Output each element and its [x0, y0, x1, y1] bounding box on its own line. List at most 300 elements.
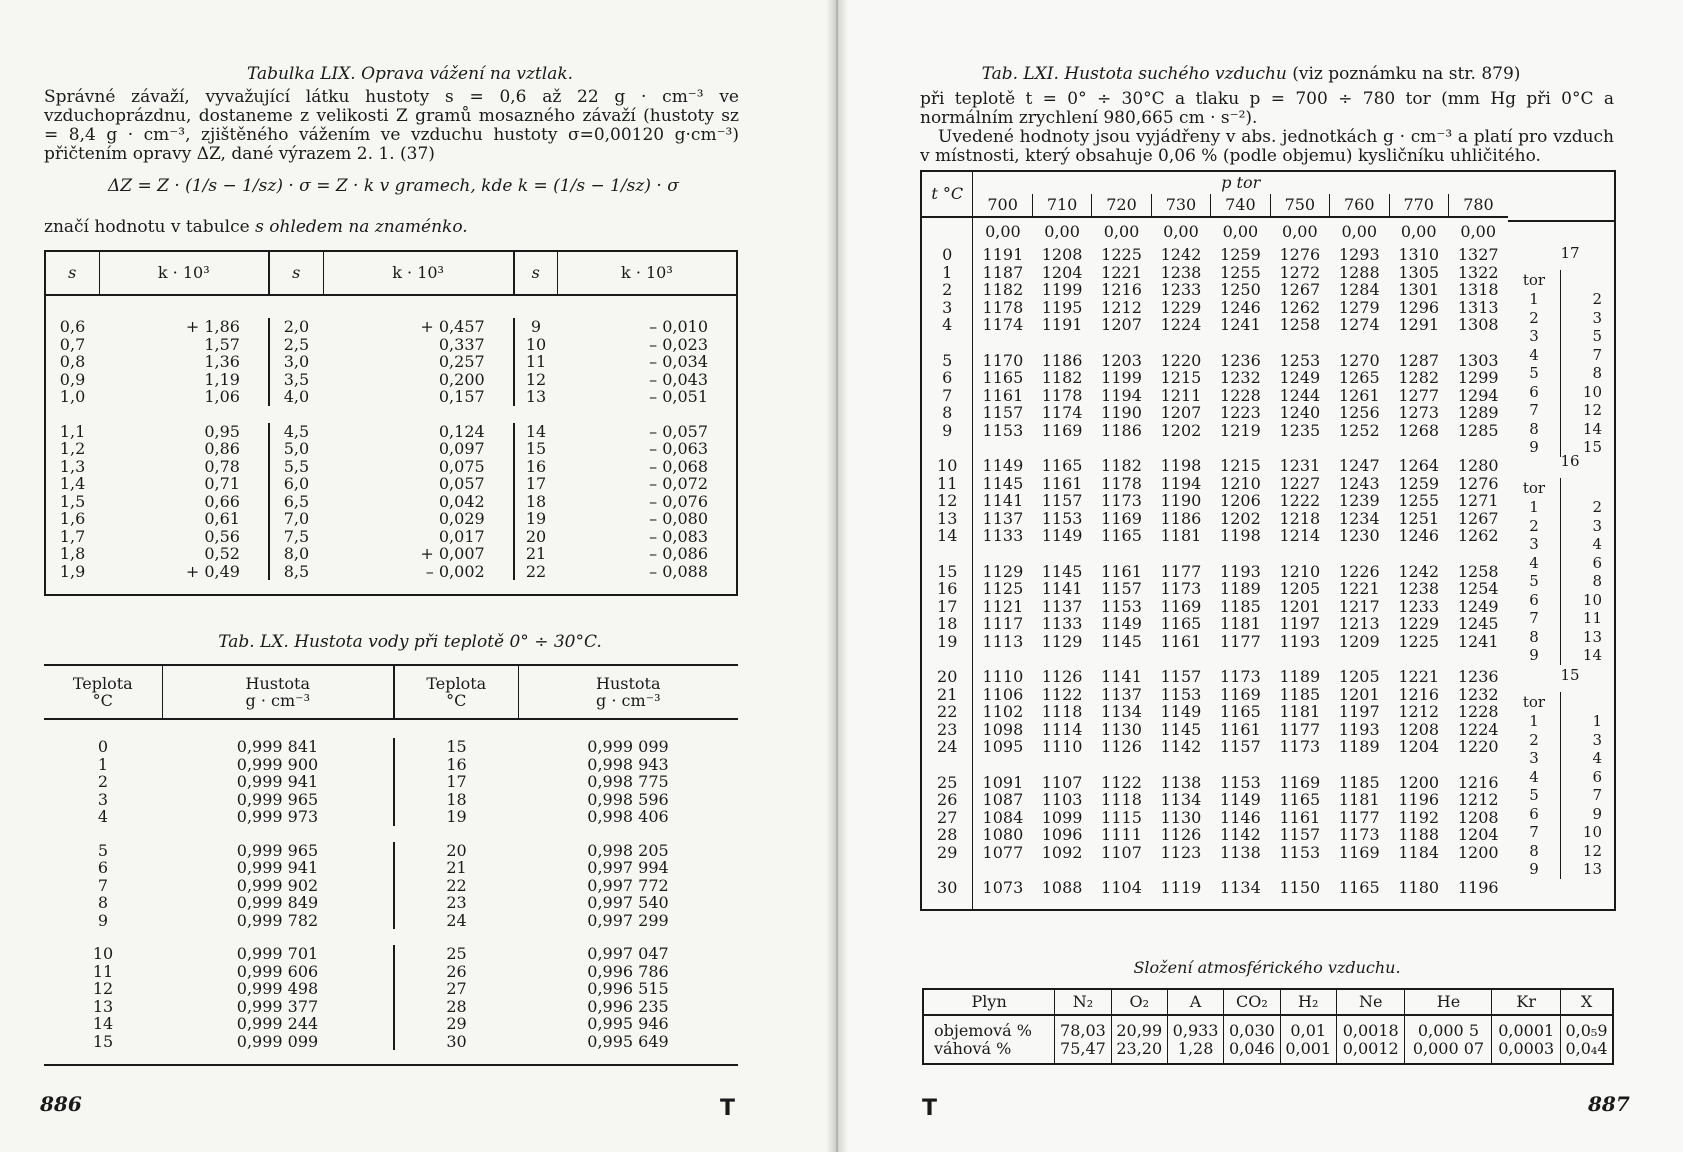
table-60-cell: 0,999 782 [162, 912, 394, 930]
table-61-header-row [921, 171, 1508, 194]
table-61-spacer-cell [1211, 650, 1270, 668]
table-61-spacer-cell [1151, 545, 1210, 563]
table-59-cell: 8,5 [283, 561, 310, 581]
table-60-header-cell: Hustota g · cm⁻³ [518, 665, 738, 719]
table-61-spacer-cell [973, 897, 1032, 910]
composition-cell: 75,47 [1055, 1040, 1111, 1058]
table-61-cell: 1256 [1338, 403, 1380, 422]
table-61-cell: 1208 [1398, 719, 1440, 739]
table-61-cell: 1149 [1220, 790, 1261, 809]
table-61-temp-header: t °C [921, 171, 973, 217]
table-59-cell: 0,8 [59, 352, 86, 371]
interpolation-correction: 3 [1592, 308, 1602, 327]
table-61-cell: 1145 [1041, 561, 1083, 581]
table-59-cell: 0,157 [323, 388, 514, 406]
table-59-cell: 0,52 [99, 545, 269, 563]
table-60-cell: 0,999 377 [162, 998, 394, 1016]
table-61-spacer-cell [1151, 334, 1210, 352]
table-61-cell: 1170 [982, 350, 1024, 370]
table-61-spacer-cell [1092, 545, 1151, 563]
table-61-cell: 1149 [1160, 702, 1202, 721]
signature-mark-right: T [922, 1096, 938, 1121]
table-61-cell: 1157 [1279, 825, 1321, 844]
table-61-cell: 1 [921, 264, 973, 282]
interpolation-correction: 12 [1582, 841, 1602, 860]
table-59-cell: 1,57 [99, 336, 269, 354]
table-59-cell: 2,0 [283, 317, 310, 336]
table-61-cell: 1201 [1279, 596, 1321, 616]
composition-row [923, 1022, 1613, 1040]
table-61-conditions: při teplotě t = 0° ÷ 30°C a tlaku p = 700 ÷ 780 tor (mm Hg při 0°C a normálním zrychlení 980,665 cm · s⁻²). [920, 89, 1614, 128]
table-61-cell: 1113 [982, 631, 1024, 651]
interpolation-tor: 9 [1508, 438, 1561, 457]
table-61-cell: 1212 [1101, 297, 1142, 317]
table-60-row [44, 756, 738, 774]
table-61-prefix-cell: 0,00 [1460, 222, 1497, 242]
table-61-cell: 1169 [1279, 772, 1321, 792]
table-61-cell: 9 [921, 422, 973, 440]
interpolation-correction: 4 [1592, 749, 1602, 767]
table-59-cell: 0,56 [99, 528, 269, 546]
table-60-cell: 0,999 841 [162, 738, 394, 756]
table-59-spacer [45, 406, 737, 423]
table-61-cell: 1313 [1457, 297, 1499, 317]
table-61-spacer-cell [1211, 861, 1270, 879]
table-61-cell: 1153 [1220, 772, 1261, 792]
table-61-cell: 1161 [982, 385, 1024, 405]
table-59-cell: + 0,49 [99, 563, 269, 581]
table-61-pressure-cell: 710 [1032, 194, 1091, 217]
table-59-row [45, 371, 737, 389]
table-61-cell: 1129 [982, 561, 1024, 581]
interpolation-tor: 4 [1508, 768, 1561, 787]
table-61-cell: 1203 [1101, 350, 1142, 370]
table-59-spacer [45, 295, 737, 318]
table-59-cell: – 0,034 [649, 352, 708, 371]
composition-spacer-cell [1167, 1057, 1223, 1064]
table-61-cell: 1088 [1041, 878, 1083, 897]
table-61-cell: 1173 [1220, 667, 1261, 686]
table-61-cell: 14 [921, 527, 973, 545]
table-60-cell: 15 [446, 737, 467, 756]
table-61-cell: 1185 [1279, 684, 1321, 704]
table-61-cell: 1276 [1279, 245, 1321, 264]
composition-cell: 0,0018 [1336, 1022, 1405, 1040]
table-60-cell: 0,999 973 [162, 808, 394, 826]
table-59-cell: – 0,057 [649, 421, 708, 441]
interpolation-correction: 2 [1592, 498, 1602, 516]
table-61-pressure-cell: 700 [973, 194, 1032, 217]
table-61-spacer-cell [1330, 756, 1389, 774]
table-61-cell: 18 [921, 615, 973, 633]
table-60-cell: 22 [446, 875, 467, 895]
interpolation-row [1508, 609, 1608, 628]
table-61-cell: 1165 [982, 368, 1024, 387]
table-61-cell: 2 [921, 281, 973, 299]
table-61-cell: 1228 [1220, 385, 1261, 405]
page-right [836, 0, 1683, 1152]
table-60-cell: 17 [446, 772, 467, 791]
table-60-cell: 10 [92, 944, 114, 963]
table-61-cell: 1279 [1338, 297, 1380, 317]
table-61-row [921, 246, 1508, 264]
table-61-cell: 1149 [982, 456, 1024, 475]
table-61-cell: 1227 [1279, 473, 1321, 493]
table-61-cell: 1199 [1041, 280, 1083, 299]
table-61-cell: 1241 [1220, 315, 1261, 334]
table-60-cell: 23 [446, 893, 467, 912]
table-61-cell: 1138 [1160, 772, 1202, 792]
interpolation-tor-row [1508, 270, 1608, 290]
table-59-cell: – 0,010 [649, 317, 708, 336]
table-61-cell: 1216 [1398, 684, 1440, 704]
page-number-left: 886 [40, 1092, 82, 1116]
table-60-cell: 0,999 965 [162, 791, 394, 809]
table-61-cell: 1169 [1160, 596, 1202, 616]
table-61-cell: 1174 [982, 315, 1024, 334]
table-61-cell: 1111 [1101, 825, 1142, 844]
table-61-cell: 1161 [1160, 631, 1202, 651]
table-61-cell: 1194 [1160, 473, 1202, 493]
table-60-cell: 0,997 299 [587, 910, 669, 930]
table-61-spacer [921, 439, 1508, 457]
table-59-row [45, 388, 737, 406]
table-60-spacer [44, 719, 738, 738]
table-61-spacer-cell [1092, 334, 1151, 352]
table-61-cell: 1137 [1101, 684, 1142, 704]
interpolation-tor-blank [1561, 270, 1609, 290]
table-61-row [921, 580, 1508, 598]
table-61-cell: 1157 [1220, 737, 1261, 756]
table-60-header-row [44, 665, 738, 719]
table-61-cell: 1204 [1041, 262, 1083, 282]
table-59-row [45, 353, 737, 371]
table-61-prefix-blank [921, 217, 973, 246]
table-61-cell: 1126 [1041, 667, 1083, 686]
table-61-cell: 1178 [1101, 473, 1142, 493]
composition-cell: 0,001 [1280, 1040, 1336, 1058]
table-61-cell: 1233 [1398, 596, 1440, 616]
table-60-cell: 0,997 994 [587, 858, 669, 877]
table-60-row [44, 791, 738, 809]
table-61-spacer-cell [1151, 756, 1210, 774]
table-61-spacer [921, 334, 1508, 352]
interpolation-row [1508, 591, 1608, 610]
interpolation-correction: 7 [1592, 786, 1602, 804]
table-59-cell: 15 [525, 439, 547, 458]
table-61-cell: 1243 [1338, 473, 1380, 493]
table-61-cell: 0 [921, 246, 973, 264]
table-61-spacer-cell [1389, 756, 1448, 774]
table-61-cell: 1242 [1398, 561, 1440, 581]
table-60-cell: 0,998 775 [587, 772, 669, 791]
table-61-cell: 25 [921, 774, 973, 792]
table-61 [920, 170, 1508, 911]
interpolation-row [1508, 364, 1608, 383]
table-61-cell: 1258 [1457, 561, 1499, 581]
table-61-cell: 1226 [1338, 561, 1380, 581]
interpolation-table [1508, 270, 1608, 457]
table-61-cell: 1252 [1338, 420, 1380, 440]
interpolation-correction: 3 [1592, 730, 1602, 749]
table-59-cell: 2,5 [283, 334, 310, 354]
interpolation-row [1508, 572, 1608, 591]
table-61-spacer-cell [973, 861, 1032, 879]
table-60-cell: 29 [446, 1014, 467, 1033]
table-61-cell: 1161 [1279, 807, 1321, 827]
table-61-cell: 1185 [1220, 596, 1261, 616]
table-59-cell: 1,19 [99, 371, 269, 389]
table-61-prefix-cell: 0,00 [1341, 222, 1378, 242]
composition-spacer-cell [1492, 1057, 1561, 1064]
table-59-header-cell: s [514, 251, 558, 295]
table-61-cell: 1236 [1457, 667, 1499, 686]
table-59-cell: 6,0 [283, 474, 310, 493]
table-61-cell: 1087 [982, 790, 1024, 809]
table-61-spacer-cell [973, 545, 1032, 563]
interpolation-row [1508, 731, 1608, 750]
table-61-row [921, 369, 1508, 387]
table-61-cell: 1262 [1457, 526, 1499, 545]
interpolation-correction: 4 [1592, 535, 1602, 553]
interpolation-block [1508, 452, 1614, 665]
table-61-cell: 1190 [1160, 491, 1202, 510]
table-61-cell: 1137 [982, 508, 1024, 528]
table-61-cell: 1303 [1457, 350, 1499, 370]
table-61-pressure-cell: 720 [1092, 194, 1151, 217]
table-60-header-cell: Hustota g · cm⁻³ [162, 665, 394, 719]
table-61-spacer-cell [1032, 439, 1091, 457]
table-59-cell: 0,6 [59, 317, 86, 336]
interpolation-row [1508, 805, 1608, 824]
table-61-cell: 1254 [1457, 579, 1499, 598]
composition-spacer-cell [1055, 1057, 1111, 1064]
table-59-header-cell: k · 10³ [323, 251, 514, 295]
table-61-cell: 23 [921, 721, 973, 739]
interpolation-correction: 13 [1582, 860, 1602, 878]
table-61-cell: 1310 [1398, 245, 1440, 264]
table-61-spacer-cell [1211, 897, 1270, 910]
table-61-cell: 1157 [982, 403, 1024, 422]
interpolation-row [1508, 290, 1608, 309]
table-61-cell: 1173 [1160, 579, 1202, 598]
table-61-cell: 1241 [1457, 631, 1499, 651]
table-61-cell: 1169 [1041, 420, 1083, 440]
table-61-row [921, 615, 1508, 633]
table-61-caption [866, 64, 1636, 84]
table-61-cell: 1184 [1398, 842, 1440, 862]
table-61-spacer-cell [1211, 334, 1270, 352]
table-61-cell: 1259 [1220, 245, 1261, 264]
interpolation-tor-blank [1561, 478, 1609, 498]
table-61-spacer-cell [1211, 756, 1270, 774]
table-61-cell: 1268 [1398, 420, 1440, 440]
table-61-cell: 1246 [1398, 526, 1440, 545]
table-61-cell: 1293 [1338, 245, 1380, 264]
table-61-cell: 1235 [1279, 420, 1321, 440]
interpolation-tor: 6 [1508, 591, 1561, 610]
table-61-spacer-cell [1270, 861, 1329, 879]
table-59-cell: 1,1 [59, 421, 86, 441]
table-61-cell: 1180 [1398, 878, 1440, 897]
table-61-prefix-cell: 0,00 [1400, 222, 1437, 242]
table-59-cell: 17 [525, 474, 547, 493]
table-61-cell: 1197 [1338, 702, 1380, 721]
table-60-cell: 9 [97, 910, 109, 930]
table-61-spacer-cell [1330, 545, 1389, 563]
table-59-cell: 1,3 [59, 456, 86, 476]
table-61-cell: 1261 [1338, 385, 1380, 405]
table-59-row [45, 423, 737, 441]
table-61-cell: 1126 [1101, 737, 1142, 756]
table-59-description: Správné závaží, vyvažující látku hustoty s = 0,6 až 22 g · cm⁻³ ve vzduchoprázdnu, dostaneme z velikosti Z gramů mosazného závaží (hustoty sz = 8,4 g · cm⁻³, zjištěného vážením ve vzduchu hustoty σ=0,00120 g·cm⁻³) přičtením opravy ΔZ, dané výrazem 2. 1. (37) [44, 87, 739, 164]
interpolation-row [1508, 346, 1608, 365]
table-61-row [921, 299, 1508, 317]
table-61-cell: 1161 [1041, 473, 1083, 493]
table-61-cell: 1080 [982, 825, 1024, 844]
composition-header-cell: O₂ [1111, 989, 1167, 1015]
table-61-cell: 1150 [1279, 878, 1321, 897]
interpolation-tor: 1 [1508, 498, 1561, 517]
table-61-cell: 1215 [1220, 456, 1261, 475]
table-61-row [921, 475, 1508, 493]
table-61-spacer-cell [921, 439, 973, 457]
table-61-cell: 1205 [1338, 667, 1380, 686]
composition-cell: 0,0001 [1492, 1022, 1561, 1040]
interpolation-row [1508, 646, 1608, 665]
table-61-cell: 27 [921, 809, 973, 827]
table-61-cell: 26 [921, 791, 973, 809]
table-61-cell: 1225 [1398, 631, 1440, 651]
table-61-row [921, 633, 1508, 651]
table-61-cell: 1198 [1220, 526, 1261, 545]
table-61-spacer-cell [1389, 439, 1448, 457]
table-61-cell: 1210 [1220, 473, 1261, 493]
table-61-spacer-cell [1270, 334, 1329, 352]
table-61-cell: 1229 [1398, 614, 1440, 633]
table-60-cell: 0 [97, 737, 109, 756]
table-59-cell: – 0,002 [323, 563, 514, 581]
table-61-cell: 12 [921, 492, 973, 510]
table-61-cell: 1161 [1220, 719, 1261, 739]
table-60-spacer-cell [44, 826, 738, 842]
table-60-cell: 3 [97, 789, 109, 809]
table-59-cell: 1,8 [59, 544, 86, 563]
table-61-cell: 1096 [1041, 825, 1083, 844]
table-61-cell: 1199 [1101, 368, 1142, 387]
table-61-spacer-cell [1330, 334, 1389, 352]
table-59-spacer-cell [45, 295, 737, 318]
table-60-cell: 5 [97, 840, 109, 860]
composition-header-cell: He [1405, 989, 1492, 1015]
composition-spacer [923, 1057, 1613, 1064]
table-59-cell: 1,9 [59, 561, 86, 581]
table-59-cell: 3,0 [283, 352, 310, 371]
table-61-row [921, 387, 1508, 405]
table-61-row [921, 844, 1508, 862]
table-61-cell: 1165 [1101, 526, 1142, 545]
page-number-right: 887 [1588, 1092, 1630, 1116]
table-61-prefix-cell: 0,00 [985, 222, 1021, 242]
table-61-cell: 1133 [982, 526, 1024, 545]
table-61-row [921, 721, 1508, 739]
table-61-cell: 5 [921, 352, 973, 370]
table-61-cell: 1186 [1041, 350, 1083, 370]
table-61-cell: 1169 [1220, 684, 1261, 704]
table-61-pressure-cell: 730 [1151, 194, 1210, 217]
interpolation-row [1508, 842, 1608, 861]
table-61-cell: 1122 [1101, 772, 1142, 792]
table-59-cell: 0,7 [59, 334, 86, 354]
table-60-cell: 0,999 900 [162, 756, 394, 774]
table-61-cell: 1247 [1338, 456, 1380, 475]
table-61-cell: 1255 [1398, 491, 1440, 510]
table-59-cell: 11 [525, 352, 547, 371]
table-59-cell: 7,0 [283, 509, 310, 528]
table-61-cell: 1165 [1279, 790, 1321, 809]
interpolation-tor-label: tor [1508, 270, 1561, 290]
table-61-cell: 1181 [1220, 614, 1261, 633]
table-61-spacer-cell [1270, 897, 1329, 910]
table-61-cell: 1239 [1338, 491, 1380, 510]
interpolation-row [1508, 786, 1608, 805]
composition-spacer-cell [1405, 1057, 1492, 1064]
table-61-cell: 1133 [1041, 614, 1083, 633]
table-59-cell: 3,5 [283, 369, 310, 389]
table-59-header-cell: s [269, 251, 323, 295]
interpolation-tor-label: tor [1508, 692, 1561, 712]
interpolation-tor: 5 [1508, 786, 1561, 805]
composition-table [922, 988, 1614, 1065]
table-60-header-cell: Teplota °C [44, 665, 162, 719]
composition-header-cell: A [1167, 989, 1223, 1015]
table-61-cell: 1221 [1398, 667, 1440, 686]
table-61-cell: 1214 [1279, 526, 1321, 545]
table-61-cell: 1091 [982, 772, 1024, 792]
table-59-cell: 5,0 [283, 439, 310, 458]
table-61-pressure-header: p tor [1221, 173, 1261, 193]
interpolation-tor: 2 [1508, 731, 1561, 750]
table-61-spacer-cell [973, 334, 1032, 352]
table-61-cell: 1153 [1279, 842, 1321, 862]
table-60-cell: 0,996 235 [587, 996, 669, 1016]
table-61-spacer-cell [1151, 861, 1210, 879]
table-61-cell: 1092 [1041, 842, 1083, 862]
table-61-spacer-cell [921, 650, 973, 668]
composition-cell: 78,03 [1055, 1022, 1111, 1040]
table-61-spacer-cell [1211, 439, 1270, 457]
correction-formula: ΔZ = Z · (1/s − 1/sz) · σ = Z · k v gramech, kde k = (1/s − 1/sz) · σ [108, 176, 679, 196]
table-61-cell: 1205 [1279, 579, 1321, 598]
table-61-row [921, 352, 1508, 370]
table-61-cell: 1193 [1279, 631, 1321, 651]
interpolation-row [1508, 327, 1608, 346]
table-61-cell: 1216 [1101, 280, 1142, 299]
table-61-cell: 1186 [1160, 508, 1202, 528]
table-61-spacer-cell [1330, 897, 1389, 910]
table-59-cell: + 0,457 [323, 318, 514, 336]
interpolation-block [1508, 666, 1614, 879]
table-61-cell: 1253 [1279, 350, 1321, 370]
table-60-row [44, 963, 738, 981]
table-60-cell: 0,998 943 [587, 754, 669, 774]
table-61-cell: 1282 [1398, 368, 1440, 387]
table-59-cell: – 0,080 [649, 509, 708, 528]
table-59-cell: 20 [525, 526, 547, 546]
table-61-cell: 1141 [1101, 667, 1142, 686]
side-header-space [1508, 172, 1614, 222]
interpolation-correction: 1 [1592, 712, 1602, 730]
